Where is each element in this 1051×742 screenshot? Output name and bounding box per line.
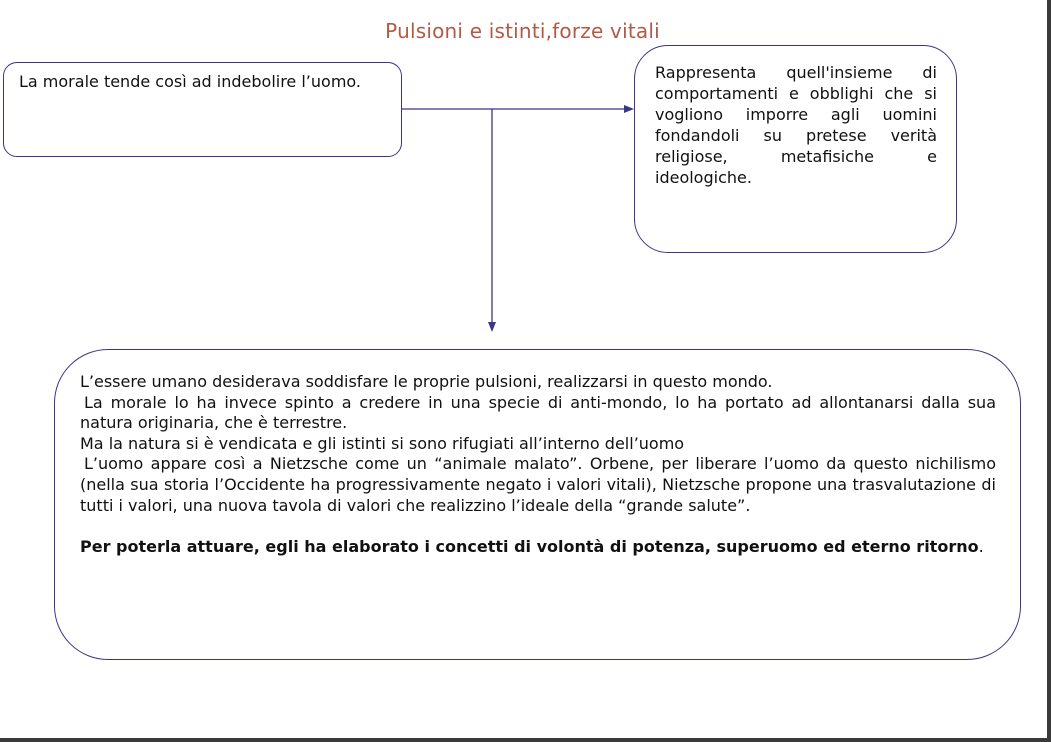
morale-definition-box: [634, 45, 957, 253]
slide-title: Pulsioni e istinti,forze vitali: [385, 19, 660, 43]
paragraph-human-desire: L’essere umano desiderava soddisfare le proprie pulsioni, realizzarsi in questo mondo.: [80, 372, 773, 391]
paragraph-sick-animal: L’uomo appare così a Nietzsche come un “animale malato”. Orbene, per liberare l’uomo da questo nichilismo (nella sua storia l’Occidente ha progressivamente negato i valori vitali), Nietzsche propone una trasvalutazione di tutti i valori, una nuova tavola di valori che realizzino l’ideale della “grande salute”.: [80, 454, 996, 515]
paragraph-anti-world: La morale lo ha invece spinto a credere in una specie di anti-mondo, lo ha portato ad allontanarsi dalla sua natura originaria, che è terrestre.: [80, 392, 996, 433]
arrowhead-right-icon: [624, 105, 634, 113]
nietzsche-explanation-box: [54, 349, 1021, 660]
paragraph-spacer: [80, 516, 996, 537]
paragraph-concepts: [80, 537, 996, 558]
paragraph-nature-revenge: Ma la natura si è vendicata e gli istinti si sono rifugiati all’interno dell’uomo: [80, 433, 685, 453]
morale-weakens-text: La morale tende così ad indebolire l’uomo.: [19, 72, 361, 91]
arrowhead-down-icon: [488, 322, 496, 332]
concepts-period: .: [978, 537, 984, 557]
concepts-bold-text: Per poterla attuare, egli ha elaborato i concetti di volontà di potenza, superuomo ed eterno ritorno: [80, 537, 979, 557]
morale-weakens-box: [3, 62, 402, 157]
morale-definition-text: Rappresenta quell'insieme di comportamenti e obblighi che si vogliono imporre agli uomini fondandoli su pretese verità religiose, metafisiche e ideologiche.: [655, 63, 937, 187]
